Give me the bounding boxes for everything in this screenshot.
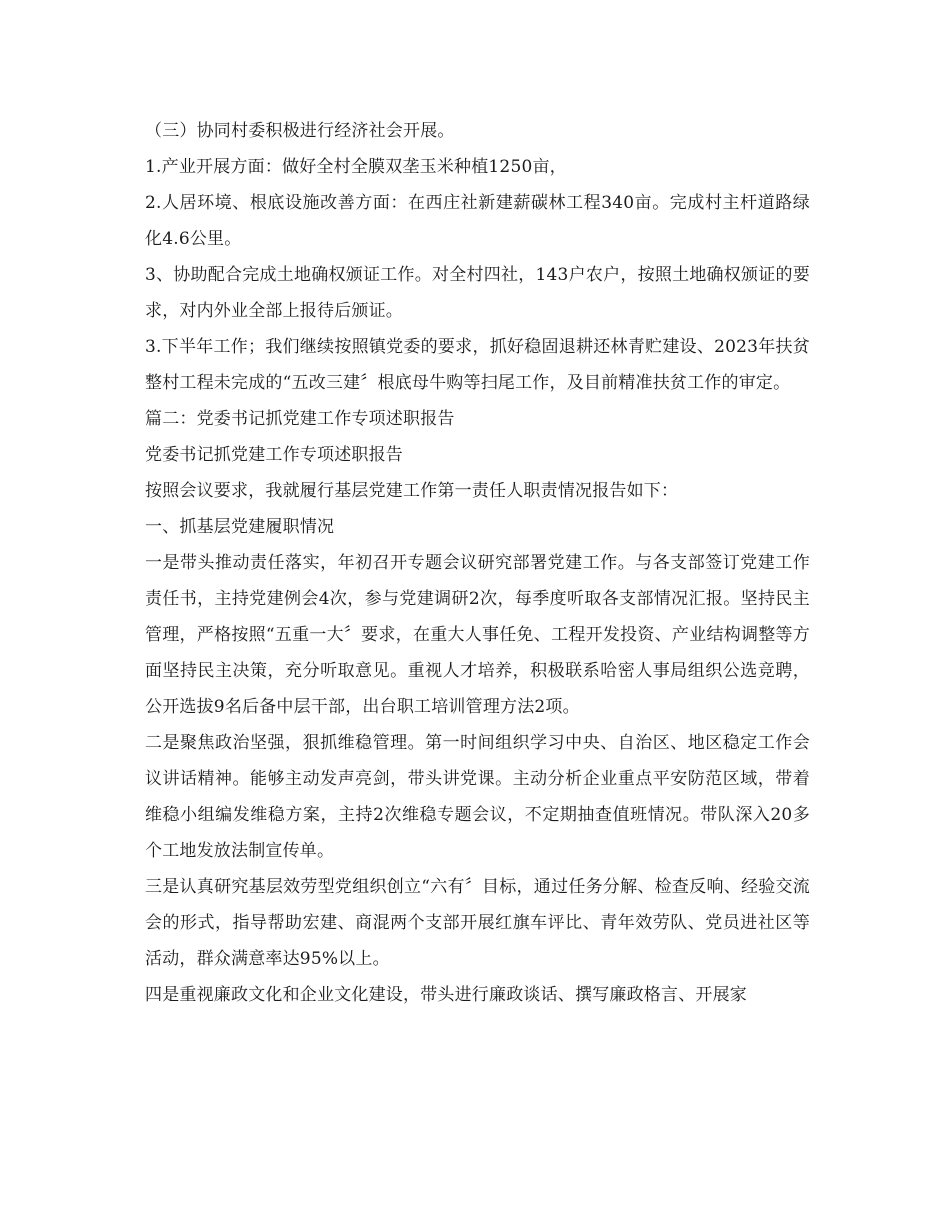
paragraph-point-one: 一是带头推动责任落实，年初召开专题会议研究部署党建工作。与各支部签订党建工作责任书，主持党建例会4次，参与党建调研2次，每季度听取各支部情况汇报。坚持民主管理，严格按照“五重一大〞要求，在重大人事任免、工程开发投资、产业结构调整等方面坚持民主决策，充分听取意见。重视人才培养，积极联系哈密人事局组织公选竞聘，公开选拔9名后备中层干部，出台职工培训管理方法2项。: [145, 553, 810, 717]
document-body: [145, 113, 810, 1013]
section-heading-one: 一、抓基层党建履职情况: [145, 517, 335, 537]
paragraph-point-three: 三是认真研究基层效劳型党组织创立“六有〞目标，通过任务分解、检查反响、经验交流会的形式，指导帮助宏建、商混两个支部开展红旗车评比、青年效劳队、党员进社区等活动，群众满意率达95%以上。: [145, 877, 810, 969]
paragraph-environment: 2.人居环境、根底设施改善方面：在西庄社新建薪碳林工程340亩。完成村主杆道路绿化4.6公里。: [145, 193, 810, 249]
paragraph-point-two: 二是聚焦政治坚强，狠抓维稳管理。第一时间组织学习中央、自治区、地区稳定工作会议讲话精神。能够主动发声亮剑，带头讲党课。主动分析企业重点平安防范区域，带着维稳小组编发维稳方案，主持2次维稳专题会议，不定期抽查值班情况。带队深入20多个工地发放法制宣传单。: [145, 733, 810, 861]
article-two-heading: 篇二：党委书记抓党建工作专项述职报告: [145, 409, 455, 429]
report-intro: 按照会议要求，我就履行基层党建工作第一责任人职责情况报告如下：: [145, 481, 679, 501]
section-heading-three: （三）协同村委积极进行经济社会开展。: [145, 121, 455, 141]
paragraph-land-rights: 3、协助配合完成土地确权颁证工作。对全村四社，143户农户，按照土地确权颁证的要求，对内外业全部上报待后颁证。: [145, 265, 810, 321]
paragraph-industry: 1.产业开展方面：做好全村全膜双垄玉米种植1250亩，: [145, 157, 567, 177]
paragraph-point-four: 四是重视廉政文化和企业文化建设，带头进行廉政谈话、撰写廉政格言、开展家: [145, 985, 747, 1005]
report-title: 党委书记抓党建工作专项述职报告: [145, 445, 403, 465]
paragraph-second-half-work: 3.下半年工作；我们继续按照镇党委的要求，抓好稳固退耕还林青贮建设、2023年扶贫整村工程未完成的“五改三建〞根底母牛购等扫尾工作，及目前精准扶贫工作的审定。: [145, 337, 810, 393]
